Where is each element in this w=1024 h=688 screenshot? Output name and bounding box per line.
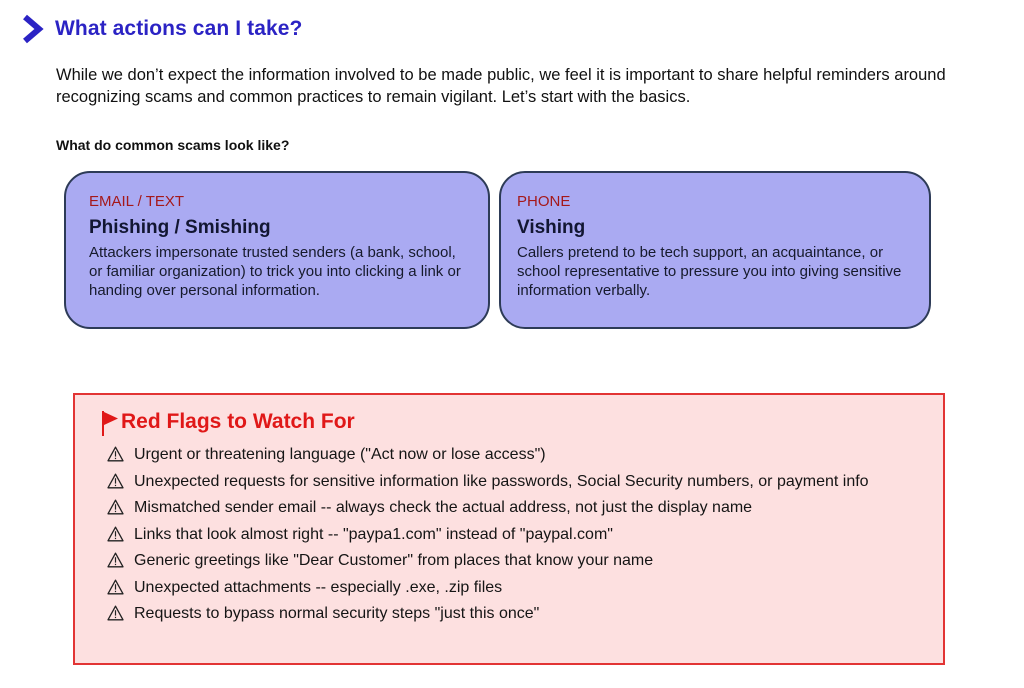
section-heading	[22, 14, 302, 44]
section-title: What actions can I take?	[55, 17, 303, 40]
red-flags-title: Red Flags to Watch For	[121, 410, 355, 433]
flag-icon	[100, 407, 121, 437]
warning-triangle-icon	[107, 552, 125, 568]
chevron-right-icon	[22, 14, 44, 44]
card-description: Attackers impersonate trusted senders (a bank, school, or familiar organization) to trick you into clicking a link or handing over personal information.	[89, 244, 461, 299]
list-item: Requests to bypass normal security steps "just this once"	[100, 603, 921, 624]
card-tag: PHONE	[517, 193, 571, 210]
scam-card-email	[64, 171, 490, 329]
card-description: Callers pretend to be tech support, an acquaintance, or school representative to pressure you into giving sensitive information verbally.	[517, 244, 902, 299]
warning-triangle-icon	[107, 499, 125, 515]
warning-triangle-icon	[107, 605, 125, 621]
list-item: Links that look almost right -- "paypa1.com" instead of "paypal.com"	[100, 524, 921, 545]
list-item: Unexpected requests for sensitive information like passwords, Social Security numbers, or payment info	[100, 471, 921, 492]
scam-card-phone	[499, 171, 931, 329]
card-title: Vishing	[517, 217, 586, 238]
list-item: Urgent or threatening language ("Act now or lose access")	[100, 444, 921, 465]
red-flags-list	[100, 444, 921, 624]
red-flags-box	[73, 393, 945, 665]
list-item: Generic greetings like "Dear Customer" from places that know your name	[100, 550, 921, 571]
list-item: Mismatched sender email -- always check the actual address, not just the display name	[100, 497, 921, 518]
card-title: Phishing / Smishing	[89, 217, 271, 238]
card-tag: EMAIL / TEXT	[89, 193, 185, 210]
scams-question: What do common scams look like?	[56, 137, 290, 153]
warning-triangle-icon	[107, 446, 125, 462]
intro-paragraph: While we don’t expect the information involved to be made public, we feel it is important to share helpful reminders around recognizing scams and common practices to remain vigilant. Let’s start with the basics.	[56, 66, 946, 106]
warning-triangle-icon	[107, 579, 125, 595]
red-flags-heading	[100, 407, 921, 437]
list-item: Unexpected attachments -- especially .exe, .zip files	[100, 577, 921, 598]
warning-triangle-icon	[107, 526, 125, 542]
warning-triangle-icon	[107, 473, 125, 489]
